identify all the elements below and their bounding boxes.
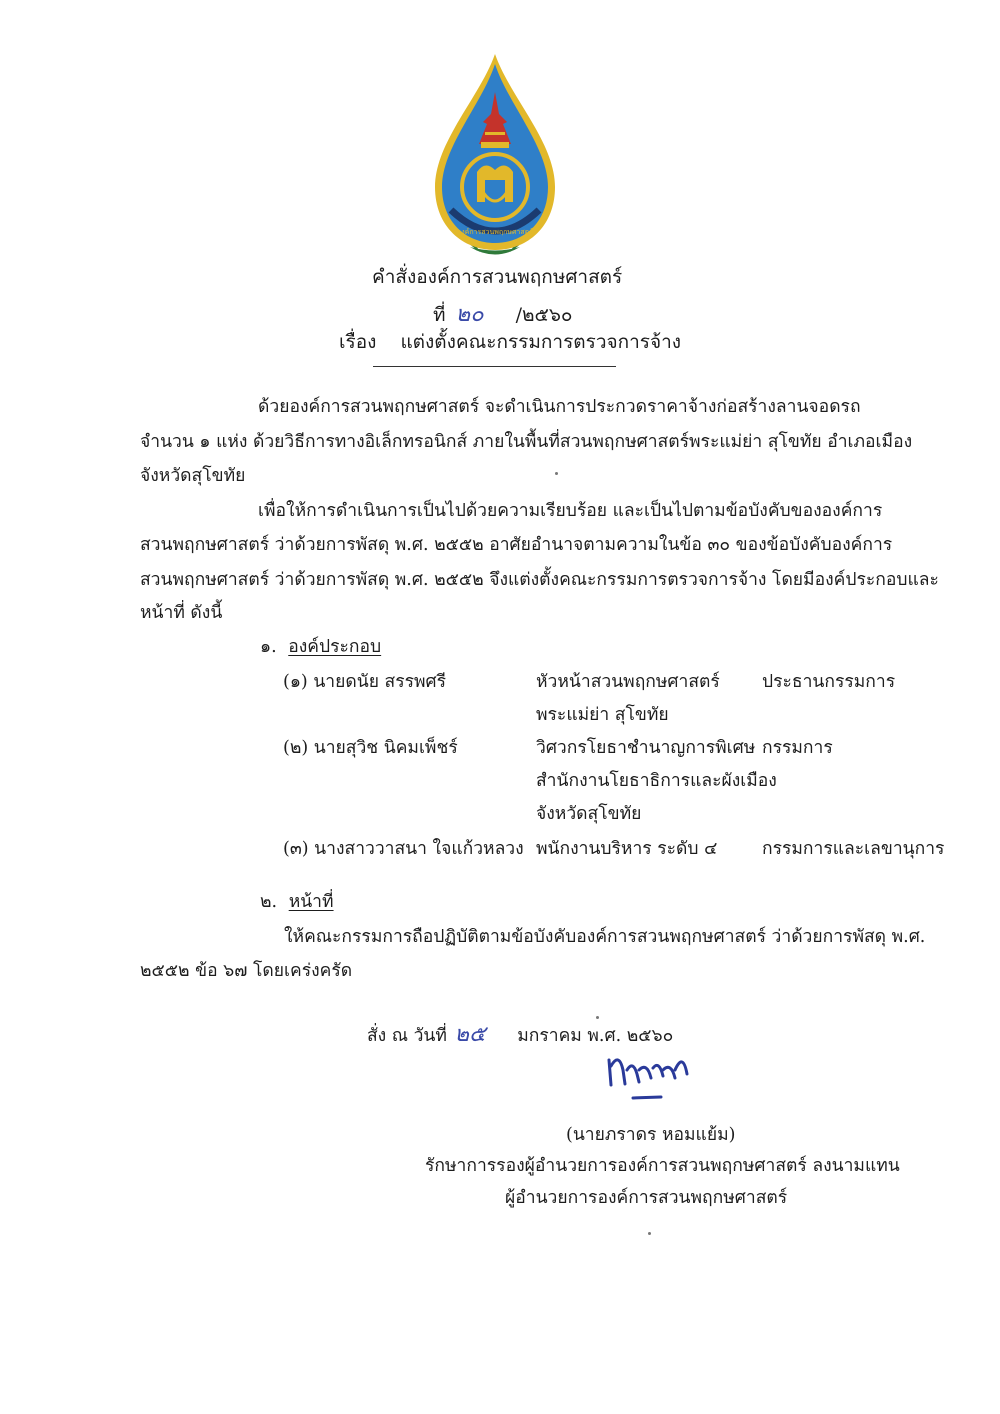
duty-line-1: ให้คณะกรรมการถือปฏิบัติตามข้อบังคับองค์การสวนพฤกษศาสตร์ ว่าด้วยการพัสดุ พ.ศ. xyxy=(284,927,926,947)
header-divider xyxy=(373,366,616,367)
member-2-name: (๒) นายสุวิช นิคมเพ็ชร์ xyxy=(283,738,458,758)
organization-emblem-icon xyxy=(425,52,565,262)
member-1-position-line-1: หัวหน้าสวนพฤกษศาสตร์ xyxy=(536,672,720,692)
member-1-role: ประธานกรรมการ xyxy=(762,672,896,692)
signer-name: (นายภราดร หอมแย้ม) xyxy=(566,1125,736,1145)
section1-number: ๑. xyxy=(260,637,277,657)
member-3-name: (๓) นางสาววาสนา ใจแก้วหลวง xyxy=(283,839,524,859)
section1-heading xyxy=(260,632,381,660)
section2-number: ๒. xyxy=(260,892,278,912)
section1-title: องค์ประกอบ xyxy=(288,637,382,657)
para2-line-2: สวนพฤกษศาสตร์ ว่าด้วยการพัสดุ พ.ศ. ๒๕๕๒ อาศัยอำนาจตามความในข้อ ๓๐ ของข้อบังคับองค์การ xyxy=(140,535,893,555)
para1-line-2: จำนวน ๑ แห่ง ด้วยวิธีการทางอิเล็กทรอนิกส์ ภายในพื้นที่สวนพฤกษศาสตร์พระแม่ย่า สุโขทัย อำเภอเมือง xyxy=(140,432,913,452)
member-1-name: (๑) นายดนัย สรรพศรี xyxy=(283,672,447,692)
para2-line-1: เพื่อให้การดำเนินการเป็นไปด้วยความเรียบร้อย และเป็นไปตามข้อบังคับขององค์การ xyxy=(258,501,883,521)
member-2-role: กรรมการ xyxy=(762,738,833,758)
scan-speck xyxy=(596,1016,599,1019)
section2-title: หน้าที่ xyxy=(288,892,334,912)
member-3-position-line-1: พนักงานบริหาร ระดับ ๔ xyxy=(536,839,718,859)
subject-line xyxy=(339,327,681,357)
scan-speck xyxy=(648,1232,651,1235)
section2-heading xyxy=(260,887,334,915)
para1-line-3: จังหวัดสุโขทัย xyxy=(140,466,246,486)
subject-label: เรื่อง xyxy=(339,331,377,353)
order-date-month-year: มกราคม พ.ศ. ๒๕๖๐ xyxy=(517,1026,674,1046)
order-title: คำสั่งองค์การสวนพฤกษศาสตร์ xyxy=(372,266,623,288)
scan-speck xyxy=(555,472,558,475)
duty-line-2: ๒๕๕๒ ข้อ ๖๗ โดยเคร่งครัด xyxy=(140,961,353,981)
order-number-line xyxy=(433,296,573,331)
subject-text: แต่งตั้งคณะกรรมการตรวจการจ้าง xyxy=(400,331,682,353)
member-2-position-line-2: สำนักงานโยธาธิการและผังเมือง xyxy=(536,771,777,791)
order-date-prefix: สั่ง ณ วันที่ xyxy=(367,1026,447,1046)
signer-title-line-1: รักษาการรองผู้อำนวยการองค์การสวนพฤกษศาสตร์ ลงนามแทน xyxy=(425,1156,900,1176)
order-number-handwritten: ๒๐ xyxy=(455,302,484,327)
member-2-position-line-3: จังหวัดสุโขทัย xyxy=(536,804,642,824)
emblem-ring-text: องค์การสวนพฤกษศาสตร์ xyxy=(457,228,533,236)
member-3-role: กรรมการและเลขานุการ xyxy=(762,839,945,859)
signer-title-line-2: ผู้อำนวยการองค์การสวนพฤกษศาสตร์ xyxy=(505,1188,788,1208)
member-2-position-line-1: วิศวกรโยธาชำนาญการพิเศษ xyxy=(536,738,756,758)
order-date-day-handwritten: ๒๕ xyxy=(454,1022,486,1047)
member-1-position-line-2: พระแม่ย่า สุโขทัย xyxy=(536,705,669,725)
handwritten-signature-icon xyxy=(603,1040,693,1105)
para2-line-4: หน้าที่ ดังนี้ xyxy=(140,603,223,623)
para2-line-3: สวนพฤกษศาสตร์ ว่าด้วยการพัสดุ พ.ศ. ๒๕๕๒ จึงแต่งตั้งคณะกรรมการตรวจการจ้าง โดยมีองค์ประกอบและ xyxy=(140,570,939,590)
order-number-prefix: ที่ xyxy=(433,304,446,326)
order-number-suffix: /๒๕๖๐ xyxy=(515,304,573,326)
para1-line-1: ด้วยองค์การสวนพฤกษศาสตร์ จะดำเนินการประกวดราคาจ้างก่อสร้างลานจอดรถ xyxy=(258,397,861,417)
